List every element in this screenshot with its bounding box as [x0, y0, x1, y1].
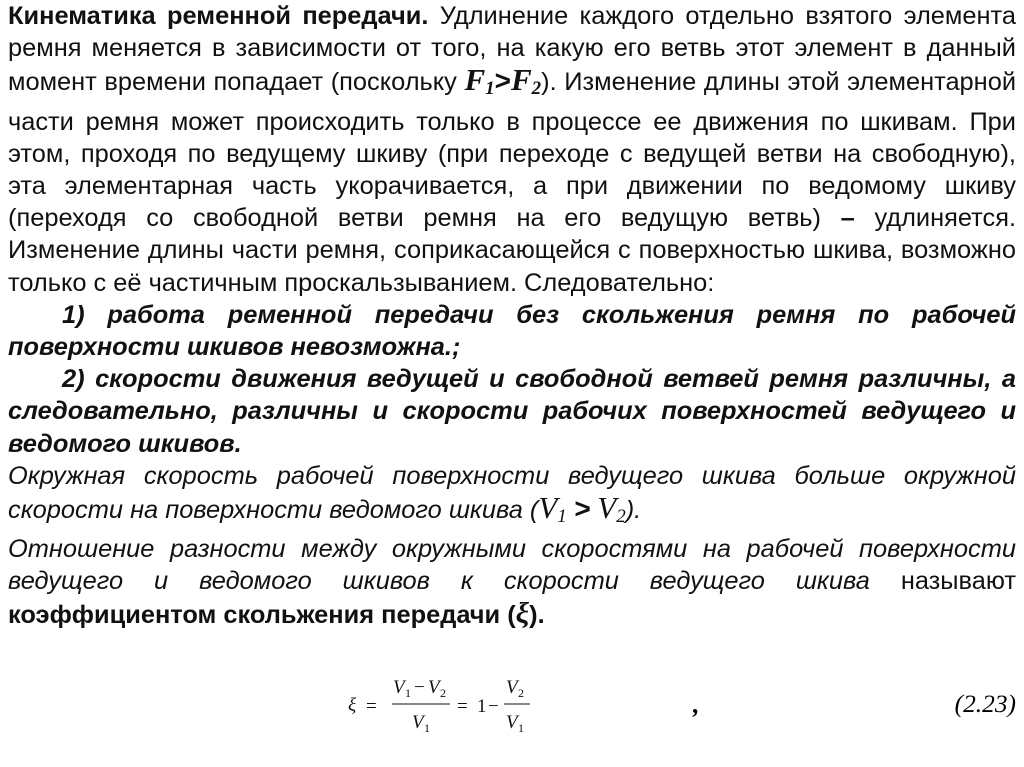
formula-comma: ,	[693, 690, 700, 719]
formula-v1-sub: 1	[405, 686, 411, 700]
formula-one: 1	[477, 696, 487, 717]
greater-than-sign: >	[573, 493, 591, 525]
paragraph-text: Удлинение каждого отдельно взятого элемента ремня меняется в зависимости от того, на какую его ветвь этот элемент в данный момент времени попадает (поскольку	[8, 2, 1016, 97]
paragraph-belt-kinematics	[8, 0, 1016, 299]
conclusion-item-2: 2) скорости движения ведущей и свободной ветвей ремня различны, а следовательно, различны и скорости рабочих поверхностей ведущего и ведомого шкивов.	[8, 365, 1016, 458]
section-heading: Кинематика ременной передачи.	[8, 2, 429, 30]
xi-symbol: ξ	[515, 596, 530, 630]
paragraph-text: называют	[900, 567, 1016, 596]
dash: –	[840, 204, 855, 233]
paragraph-slip-ratio	[8, 533, 1016, 631]
conclusion-item-1: 1) работа ременной передачи без скольжения ремня по рабочей поверхности шкивов невозможна.;	[8, 300, 1016, 362]
paragraph-peripheral-speed	[8, 460, 1016, 533]
formula-equals-2: =	[457, 696, 468, 717]
document-page	[8, 0, 1016, 631]
slip-coefficient-formula	[346, 672, 546, 744]
paragraph-text: удлиняется. Изменение длины части ремня, соприкасающейся с поверхностью шкива, возможно только с её частичным проскальзыванием. Следовательно:	[8, 204, 1016, 297]
formula-v2-numerator: V	[506, 677, 518, 698]
formula-v2-sub: 2	[440, 686, 446, 700]
formula-v1-denominator: V	[412, 712, 424, 733]
velocity-v1-symbol: $V_1$	[538, 490, 567, 528]
formula-v1-denominator-2-sub: 1	[518, 721, 524, 735]
paragraph-text: Окружная скорость рабочей поверхности ведущего шкива больше окружной скорости на поверхности ведомого шкива (	[8, 461, 1016, 525]
formula-v1: V	[393, 677, 405, 698]
paragraph-text: Отношение разности между окружными скоростями на рабочей поверхности ведущего и ведомого шкивов к скорости ведущего шкива	[8, 535, 1016, 596]
formula-v1-denominator-sub: 1	[424, 721, 430, 735]
formula-minus-2: −	[488, 696, 499, 717]
paragraph-text: ).	[625, 496, 642, 525]
formula-2-23	[8, 672, 1016, 752]
greater-than-sign: >	[494, 65, 511, 97]
formula-equals: =	[366, 696, 377, 717]
formula-v2: V	[428, 677, 440, 698]
term-slip-coefficient: коэффициентом скольжения передачи (	[8, 600, 516, 629]
force-f1-symbol: $F_1$	[464, 62, 495, 100]
paragraph-text: ).	[529, 600, 545, 629]
formula-v2-numerator-sub: 2	[518, 686, 524, 700]
formula-minus: −	[414, 677, 425, 698]
paragraph-text: ). Изменение длины этой элементарной части ремня может происходить только в процессе ее движения по шкивам. При этом, проходя по ведущему шкиву (при переходе с ведущей ветви на свободную), эта элементарная часть укорачивается, а при движении по ведомому шкиву (переходя со свободной ветви ремня на его ведущую ветвь)	[8, 68, 1017, 233]
formula-xi: ξ	[348, 695, 357, 716]
formula-v1-denominator-2: V	[506, 712, 518, 733]
velocity-v2-symbol: $V_2$	[597, 490, 626, 528]
equation-number: (2.23)	[954, 690, 1016, 718]
force-f2-symbol: $F_2$	[510, 62, 542, 100]
